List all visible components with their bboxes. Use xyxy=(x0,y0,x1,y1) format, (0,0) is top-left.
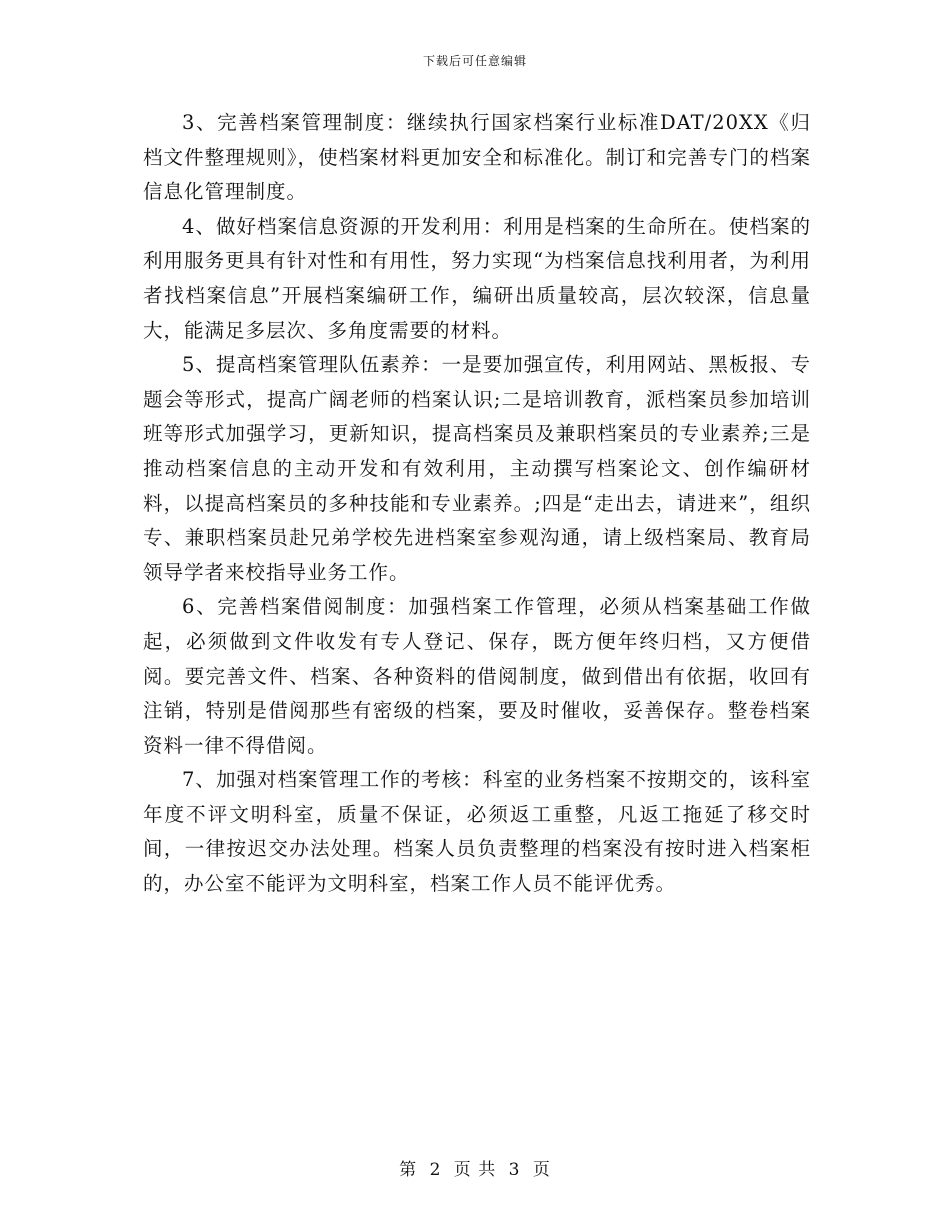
total-page-number: 3 xyxy=(508,1160,521,1180)
footer-middle: 页 共 xyxy=(453,1160,497,1180)
page-footer xyxy=(0,1155,950,1180)
paragraph-item-5: 5、提高档案管理队伍素养：一是要加强宣传，利用网站、黑板报、专题会等形式，提高广阔老师的档案认识;二是培训教育，派档案员参加培训班等形式加强学习，更新知识，提高档案员及兼职档案员的专业素养;三是推动档案信息的主动开发和有效利用，主动撰写档案论文、创作编研材料，以提高档案员的多种技能和专业素养。;四是“走出去，请进来”，组织专、兼职档案员赴兄弟学校先进档案室参观沟通，请上级档案局、教育局领导学者来校指导业务工作。 xyxy=(143,353,811,584)
paragraph-item-6: 6、完善档案借阅制度：加强档案工作管理，必须从档案基础工作做起，必须做到文件收发有专人登记、保存，既方便年终归档，又方便借阅。要完善文件、档案、各种资料的借阅制度，做到借出有依据，收回有注销，特别是借阅那些有密级的档案，要及时催收，妥善保存。整卷档案资料一律不得借阅。 xyxy=(143,595,811,757)
footer-suffix: 页 xyxy=(532,1160,551,1180)
paragraph-item-7: 7、加强对档案管理工作的考核：科室的业务档案不按期交的，该科室年度不评文明科室，质量不保证，必须返工重整，凡返工拖延了移交时间，一律按迟交办法处理。档案人员负责整理的档案没有按时进入档案柜的，办公室不能评为文明科室，档案工作人员不能评优秀。 xyxy=(143,768,811,896)
document-body xyxy=(143,106,811,902)
current-page-number: 2 xyxy=(429,1160,442,1180)
page-header: 下载后可任意编辑 xyxy=(422,54,527,68)
paragraph-item-4: 4、做好档案信息资源的开发利用：利用是档案的生命所在。使档案的利用服务更具有针对性和有用性，努力实现“为档案信息找利用者，为利用者找档案信息”开展档案编研工作，编研出质量较高，层次较深，信息量大，能满足多层次、多角度需要的材料。 xyxy=(143,214,811,342)
footer-prefix: 第 xyxy=(399,1160,418,1180)
paragraph-item-3: 3、完善档案管理制度：继续执行国家档案行业标准DAT/20XX《归档文件整理规则》，使档案材料更加安全和标准化。制订和完善专门的档案信息化管理制度。 xyxy=(143,111,811,204)
